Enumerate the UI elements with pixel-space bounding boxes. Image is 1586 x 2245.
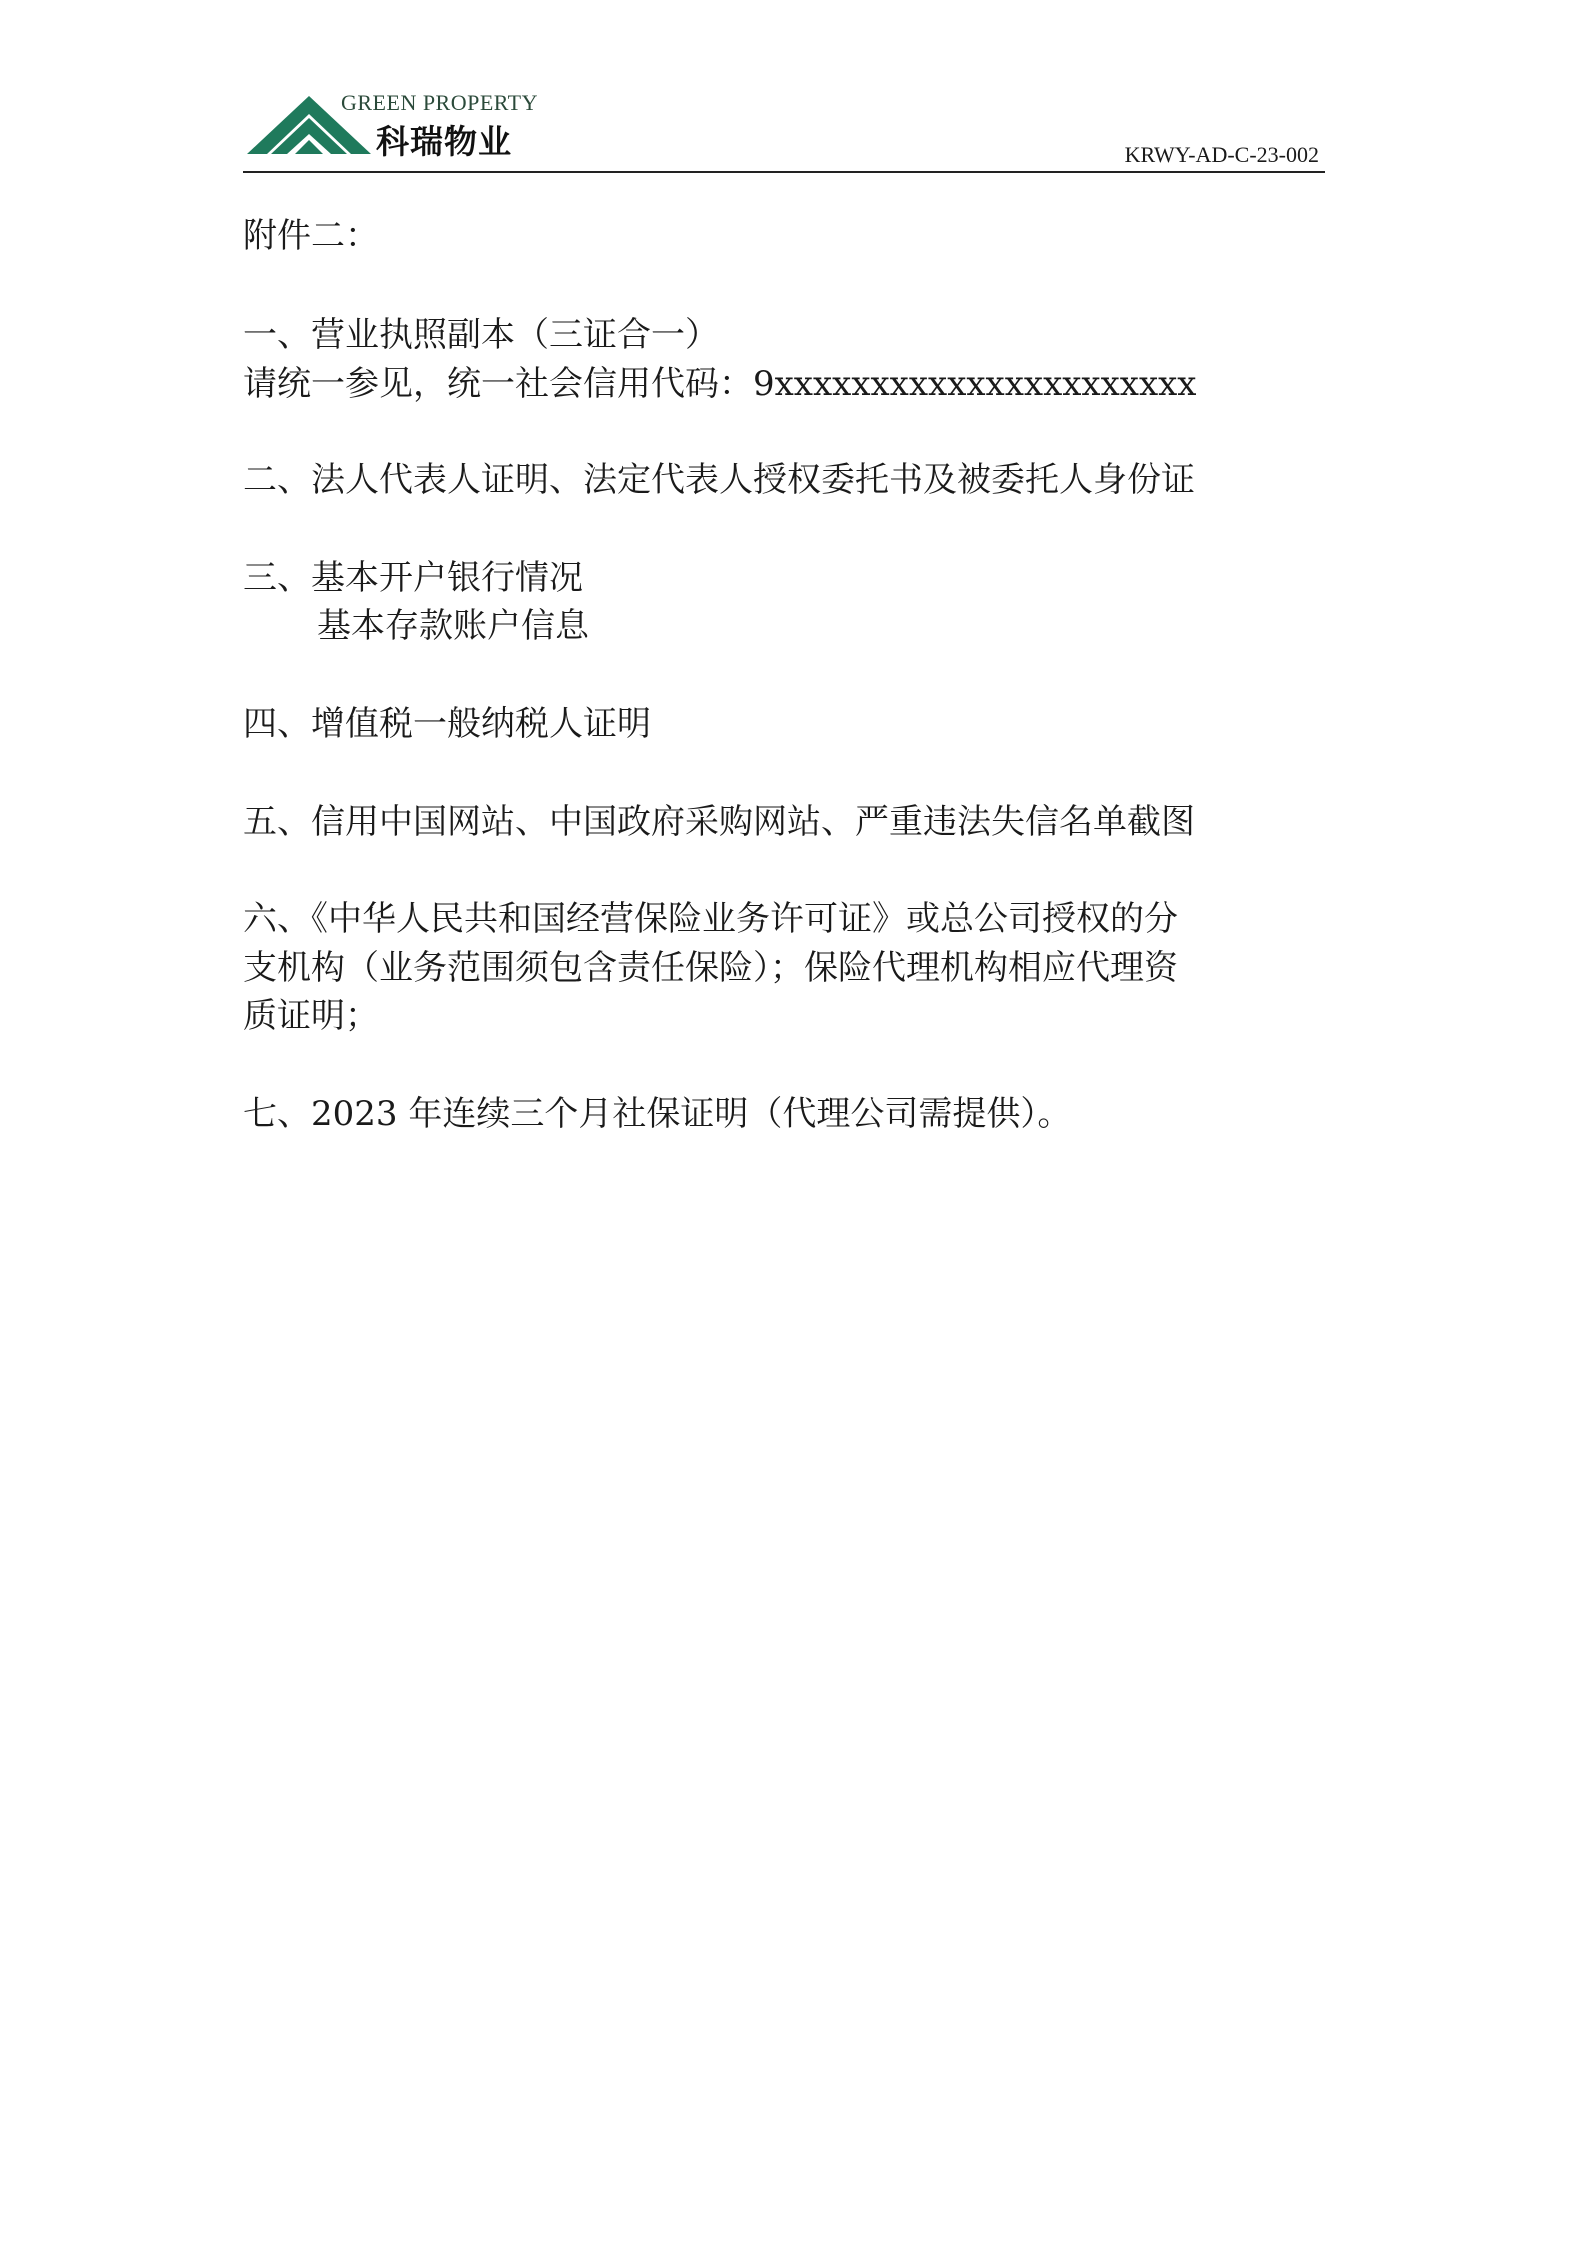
item-3-subline: 基本存款账户信息 <box>317 606 589 646</box>
logo-chinese-name: 科瑞物业 <box>376 122 512 161</box>
attachment-title: 附件二： <box>243 216 379 256</box>
item-6-line-3: 质证明； <box>243 996 379 1036</box>
item-1-credit-code-line: 请统一参见，统一社会信用代码：9xxxxxxxxxxxxxxxxxxxxxx <box>243 364 1197 404</box>
company-logo <box>243 88 573 160</box>
item-3-heading: 三、基本开户银行情况 <box>243 558 583 598</box>
item-6-line-1: 六、《中华人民共和国经营保险业务许可证》或总公司授权的分 <box>243 899 1178 939</box>
item-7-heading: 七、2023 年连续三个月社保证明（代理公司需提供）。 <box>243 1094 1072 1134</box>
item-2-heading: 二、法人代表人证明、法定代表人授权委托书及被委托人身份证 <box>243 460 1195 500</box>
item-5-heading: 五、信用中国网站、中国政府采购网站、严重违法失信名单截图 <box>243 802 1195 842</box>
item-1-heading: 一、营业执照副本（三证合一） <box>243 315 719 355</box>
document-code: KRWY-AD-C-23-002 <box>1124 142 1319 167</box>
page-header <box>243 88 1325 172</box>
logo-english-name: GREEN PROPERTY <box>341 90 538 115</box>
item-6-line-2: 支机构（业务范围须包含责任保险）；保险代理机构相应代理资 <box>243 948 1178 988</box>
item-4-heading: 四、增值税一般纳税人证明 <box>243 704 651 744</box>
header-divider <box>243 171 1325 173</box>
